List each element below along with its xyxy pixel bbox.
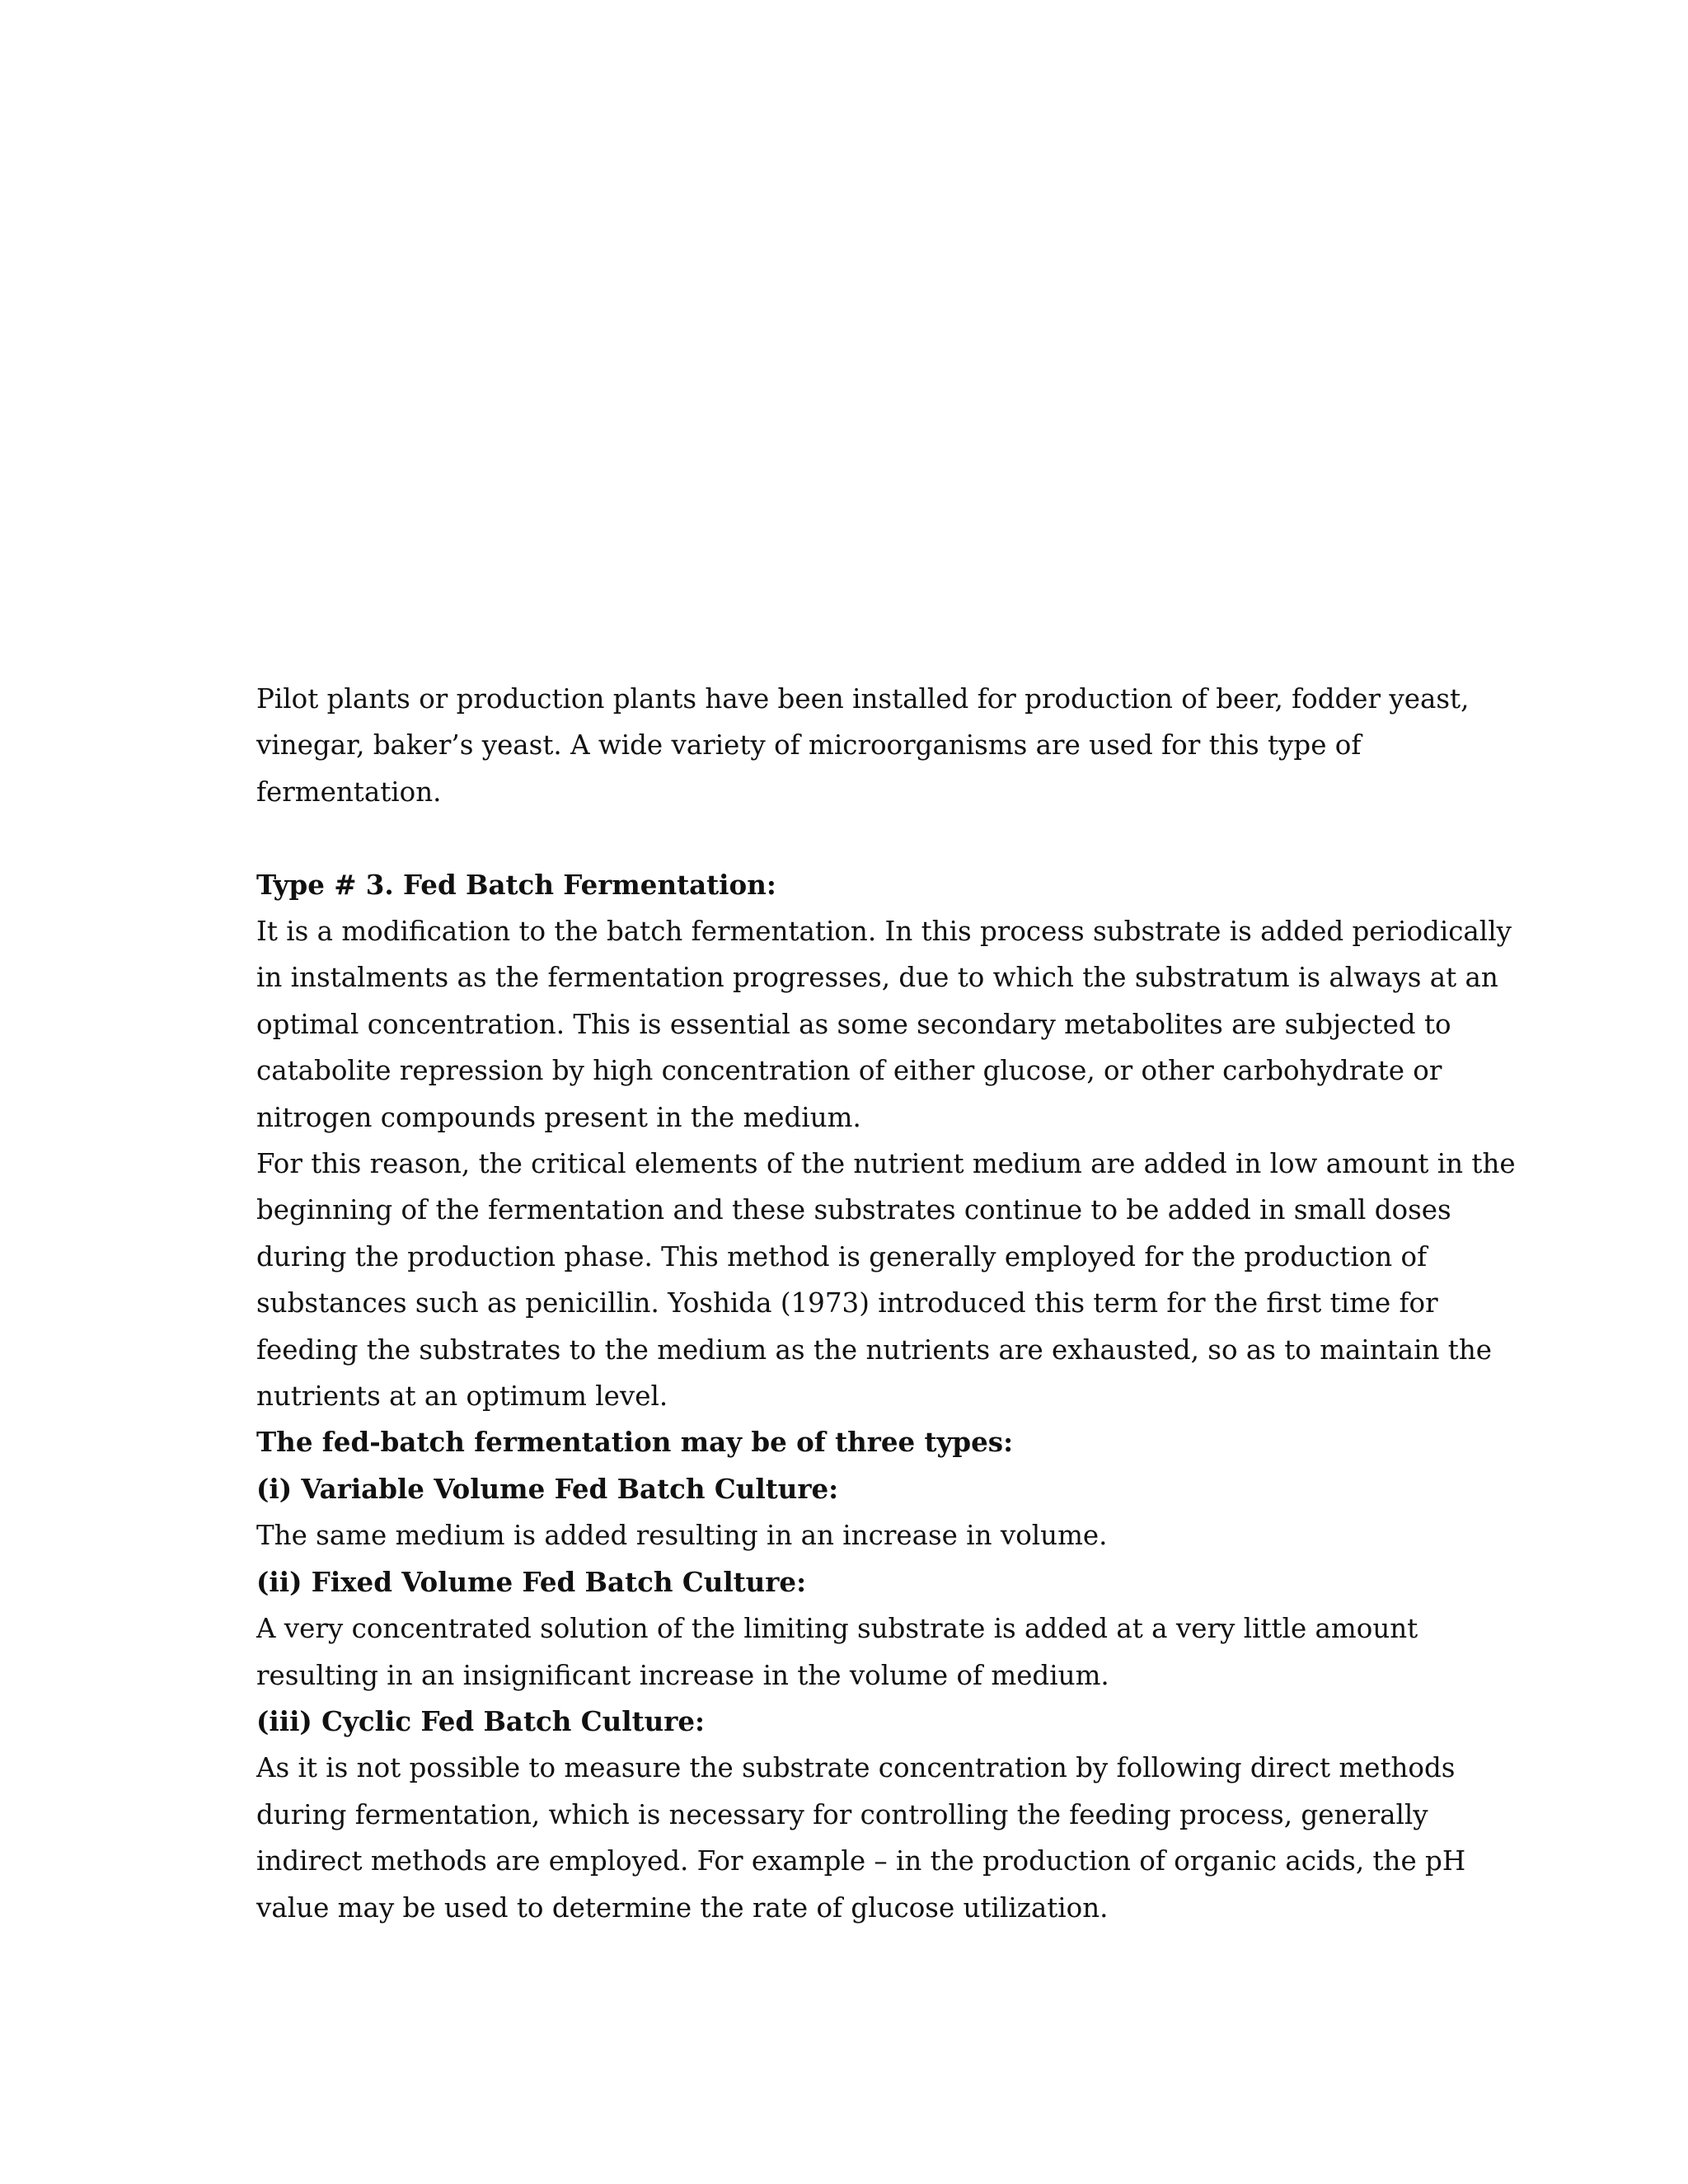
paragraph-line: during the production phase. This method is generally employed for the production of [256,1240,1428,1272]
paragraph-line: beginning of the fermentation and these substrates continue to be added in small doses [256,1194,1451,1226]
subsection-heading: The fed-batch fermentation may be of three types: [256,1426,1014,1459]
paragraph-spacer [256,815,1460,861]
document-body [256,676,1516,1931]
paragraph-line: For this reason, the critical elements of the nutrient medium are added in low amount in the [256,1148,1516,1180]
paragraph-line: nitrogen compounds present in the medium. [256,1101,861,1133]
cyclic-paragraph [256,1745,1466,1931]
definition-paragraph [256,908,1512,1141]
type-heading-cyclic: (iii) Cyclic Fed Batch Culture: [256,1704,706,1737]
variable-paragraph [256,1512,1460,1558]
paragraph-line: value may be used to determine the rate of glucose utilization. [256,1891,1109,1924]
reason-paragraph [256,1141,1516,1419]
paragraph-line: during fermentation, which is necessary for controlling the feeding process, generally [256,1798,1428,1830]
paragraph-line: It is a modification to the batch fermentation. In this process substrate is added periodically [256,916,1512,948]
paragraph-line: Pilot plants or production plants have been installed for production of beer, fodder yeast, [256,683,1470,715]
fixed-paragraph [256,1605,1460,1699]
paragraph-line: feeding the substrates to the medium as the nutrients are exhausted, so as to maintain the [256,1333,1493,1366]
type-heading-fixed: (ii) Fixed Volume Fed Batch Culture: [256,1565,807,1598]
intro-paragraph [256,676,1470,815]
paragraph-line: As it is not possible to measure the substrate concentration by following direct methods [256,1752,1456,1784]
paragraph-line: resulting in an insignificant increase in the volume of medium. [256,1659,1109,1691]
paragraph-line: catabolite repression by high concentration of either glucose, or other carbohydrate or [256,1055,1442,1087]
paragraph-line: vinegar, baker’s yeast. A wide variety of microorganisms are used for this type of [256,729,1362,762]
section-heading: Type # 3. Fed Batch Fermentation: [256,868,776,901]
paragraph-line: indirect methods are employed. For example – in the production of organic acids, the pH [256,1845,1466,1877]
type-heading-variable: (i) Variable Volume Fed Batch Culture: [256,1472,839,1505]
paragraph-line: fermentation. [256,776,442,808]
paragraph-line: in instalments as the fermentation progresses, due to which the substratum is always at an [256,962,1498,994]
paragraph-line: A very concentrated solution of the limiting substrate is added at a very little amount [256,1613,1418,1645]
paragraph-line: nutrients at an optimum level. [256,1380,668,1413]
paragraph-line: The same medium is added resulting in an increase in volume. [256,1520,1108,1552]
paragraph-line: substances such as penicillin. Yoshida (1973) introduced this term for the first time for [256,1287,1438,1319]
paragraph-line: optimal concentration. This is essential as some secondary metabolites are subjected to [256,1008,1451,1040]
